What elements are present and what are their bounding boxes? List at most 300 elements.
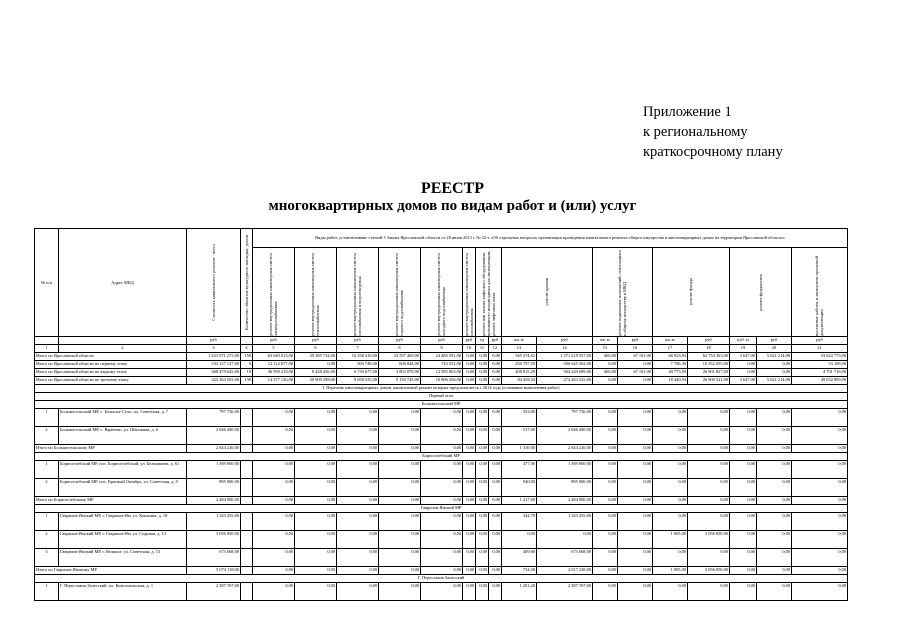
value-cell: 0,00 (688, 549, 730, 567)
value-cell: 564 249 689,00 (537, 369, 593, 377)
house-address: Борисоглебский МР, пос. Борисоглебский, ул. Бельникова, д. 61 (59, 461, 187, 479)
appendix-note (643, 102, 783, 162)
value-cell: 0,00 (421, 549, 463, 567)
value-cell: 0,00 (792, 531, 848, 549)
value-cell: 0,00 (792, 567, 848, 575)
value-cell: 0,00 (421, 513, 463, 531)
value-cell: 1 343 455,00 (187, 513, 241, 531)
value-cell: 0,00 (295, 513, 337, 531)
value-cell: 0,00 (757, 369, 792, 377)
unit-cell: руб (688, 337, 730, 345)
value-cell: 0,00 (295, 461, 337, 479)
value-cell (241, 583, 253, 601)
value-cell: 1 589 900,00 (187, 461, 241, 479)
value-cell: 0,00 (757, 513, 792, 531)
total-label: Итого по Ярославской области по второму этапу (35, 369, 187, 377)
value-cell: 0,00 (463, 427, 476, 445)
value-cell: 0,00 (792, 461, 848, 479)
column-number-cell: 19 (730, 345, 757, 353)
district-row (35, 505, 848, 513)
header-gas-drain (337, 248, 379, 337)
house-address: Г. Переславль-Залесский, пл. Комсомольская, д. 1 (59, 583, 187, 601)
value-cell: 797 736,00 (537, 409, 593, 427)
header-foundation-text: ремонт фундамента (757, 273, 763, 311)
value-cell: 66 923,83 (653, 353, 688, 361)
value-cell: 0,00 (337, 409, 379, 427)
value-cell: 0,00 (618, 567, 653, 575)
value-cell: 0,00 (253, 445, 295, 453)
value-cell: 0,00 (253, 409, 295, 427)
value-cell: 2 484 900,00 (537, 497, 593, 505)
value-cell: 344,70 (502, 513, 537, 531)
value-cell: 0,00 (757, 549, 792, 567)
value-cell: 0,00 (489, 549, 502, 567)
value-cell: 0,00 (792, 427, 848, 445)
unit-cell: руб (295, 337, 337, 345)
value-cell: 0,00 (379, 549, 421, 567)
value-cell: 3 056 850,00 (688, 567, 730, 575)
value-cell: 0,00 (792, 513, 848, 531)
unit-cell: руб (757, 337, 792, 345)
value-cell: 4 701 716,00 (792, 369, 848, 377)
value-cell: 0,00 (618, 427, 653, 445)
value-cell: 0,00 (253, 583, 295, 601)
row-number: 2 (35, 427, 59, 445)
header-hot-water-text: ремонт внутридомовых инженерных систем горячего водоснабжения (394, 253, 405, 336)
value-cell: 0,00 (476, 361, 489, 369)
value-cell: 400,00 (593, 369, 618, 377)
value-cell: 0,00 (653, 583, 688, 601)
row-number: 2 (35, 479, 59, 497)
value-cell: 0,00 (757, 497, 792, 505)
unit-cell: руб (537, 337, 593, 345)
value-cell: 0,00 (792, 497, 848, 505)
value-cell: 0,00 (463, 583, 476, 601)
value-cell: 8 448 456,00 (295, 369, 337, 377)
value-cell: 0,00 (618, 583, 653, 601)
appendix-line-1: Приложение 1 (643, 104, 732, 120)
value-cell: 0,00 (593, 409, 618, 427)
header-electricity (253, 248, 295, 337)
value-cell: 0,00 (379, 513, 421, 531)
value-cell: 477,00 (502, 461, 537, 479)
row-number: 2 (35, 531, 59, 549)
house-row (35, 513, 848, 531)
district-total-row (35, 445, 848, 453)
value-cell: 0,00 (337, 427, 379, 445)
value-cell: 2 587 767,00 (187, 583, 241, 601)
value-cell (241, 567, 253, 575)
value-cell: 0,00 (489, 377, 502, 385)
value-cell: 754,30 (502, 567, 537, 575)
value-cell: 0,00 (295, 497, 337, 505)
total-label: Итого по Ярославской области по третьему этапу (35, 377, 187, 385)
header-cold-water-text: ремонт внутридомовых инженерных систем холодного водоснабжения (436, 253, 447, 336)
value-cell: 0,00 (421, 479, 463, 497)
value-cell: 0,00 (730, 445, 757, 453)
district-title: Большесельский МР (35, 401, 848, 409)
value-cell (241, 427, 253, 445)
value-cell: 0,00 (502, 531, 537, 549)
value-cell: 0,00 (593, 361, 618, 369)
value-cell (241, 513, 253, 531)
value-cell: 0,00 (593, 461, 618, 479)
value-cell: 0,00 (653, 461, 688, 479)
value-cell: 0,00 (653, 513, 688, 531)
value-cell: 23 597 469,00 (379, 353, 421, 361)
value-cell: 0,00 (792, 549, 848, 567)
value-cell: 0,00 (593, 567, 618, 575)
column-numbers-row (35, 345, 848, 353)
house-row (35, 583, 848, 601)
value-cell: 0,00 (253, 513, 295, 531)
value-cell: 0,00 (463, 461, 476, 479)
value-cell: 1 343 455,00 (537, 513, 593, 531)
unit-cell: руб (187, 337, 241, 345)
value-cell: 2 046 490,00 (537, 427, 593, 445)
value-cell: 0,00 (337, 461, 379, 479)
value-cell: 0,00 (489, 513, 502, 531)
column-number-cell: 2 (59, 345, 187, 353)
value-cell: 0,00 (618, 445, 653, 453)
value-cell: 0,00 (489, 567, 502, 575)
value-cell: 422 364 503,00 (187, 377, 241, 385)
value-cell (241, 497, 253, 505)
value-cell: 3 647,00 (730, 353, 757, 361)
value-cell: 29 385 734,00 (295, 353, 337, 361)
unit-cell: кв. м (593, 337, 618, 345)
value-cell: 0,00 (757, 479, 792, 497)
value-cell: 2 844 226,00 (537, 445, 593, 453)
value-cell: 895 000,00 (537, 479, 593, 497)
value-cell: 0,00 (688, 427, 730, 445)
value-cell: 0,00 (730, 427, 757, 445)
value-cell: 0,00 (730, 583, 757, 601)
value-cell: 0,00 (337, 479, 379, 497)
header-design (792, 248, 848, 337)
value-cell: 0,00 (476, 377, 489, 385)
value-cell: 1 201,20 (502, 583, 537, 601)
value-cell: 0,00 (421, 583, 463, 601)
value-cell: 0,00 (476, 353, 489, 361)
stage-row (35, 393, 848, 401)
value-cell: 0,00 (688, 583, 730, 601)
value-cell: 0,00 (593, 445, 618, 453)
header-total-cost (187, 229, 241, 337)
appendix-line-2: к региональному (643, 124, 748, 140)
value-cell: 139 (241, 377, 253, 385)
row-number: 1 (35, 513, 59, 531)
district-total-label: Итого по Гаврилов-Ямскому МР (35, 567, 187, 575)
unit-cell: руб (379, 337, 421, 345)
value-cell: 49 032 909,00 (792, 377, 848, 385)
column-number-cell: 8 (379, 345, 421, 353)
column-number-cell: 1 (35, 345, 59, 353)
header-elevator-text: ремонт или замена лифтового оборудования, признанного непригодным для эксплуатации, ремонт лифтовых шахт (480, 250, 497, 336)
value-cell: 40 775,59 (653, 369, 688, 377)
header-elevator (476, 248, 502, 337)
value-cell: 0,00 (476, 461, 489, 479)
total-label: Итого по Ярославской области по первому этапу (35, 361, 187, 369)
value-cell: 1 310,00 (502, 445, 537, 453)
value-cell: 0,00 (489, 497, 502, 505)
value-cell: 549 374,62 (502, 353, 537, 361)
house-row (35, 461, 848, 479)
value-cell (241, 461, 253, 479)
value-cell: 0,00 (618, 479, 653, 497)
value-cell: 0,00 (688, 461, 730, 479)
header-roof (502, 248, 593, 337)
value-cell: 0,00 (489, 369, 502, 377)
value-cell: 14 577 126,00 (253, 377, 295, 385)
unit-cell: кв. м (502, 337, 537, 345)
value-cell: 0,00 (593, 497, 618, 505)
value-cell: 1 905,00 (653, 567, 688, 575)
value-cell: 6 730 677,00 (337, 369, 379, 377)
column-number-cell: 6 (295, 345, 337, 353)
total-row (35, 369, 848, 377)
column-number-cell: 17 (653, 345, 688, 353)
house-row (35, 479, 848, 497)
value-cell: 0,00 (476, 567, 489, 575)
value-cell: 3 056 850,00 (187, 531, 241, 549)
value-cell: 0,00 (295, 531, 337, 549)
document-title: РЕЕСТР (420, 180, 485, 197)
value-cell: 9 150 745,00 (379, 377, 421, 385)
header-num: № п/п (35, 229, 59, 337)
header-total-cost-text: Стоимость капитального ремонта - всего (210, 244, 216, 321)
value-cell: 0,00 (463, 445, 476, 453)
value-cell: 256 797,59 (502, 361, 537, 369)
value-cell: 0,00 (730, 497, 757, 505)
header-hot-water (379, 248, 421, 337)
value-cell: 0,00 (463, 353, 476, 361)
value-cell: 400,00 (593, 353, 618, 361)
column-number-cell: 7 (337, 345, 379, 353)
value-cell: 19 (241, 369, 253, 377)
value-cell: 0,00 (463, 479, 476, 497)
value-cell: 208 815,29 (502, 369, 537, 377)
value-cell: 7 706,30 (653, 361, 688, 369)
value-cell: 26 901 827,00 (688, 369, 730, 377)
value-cell: 0,00 (593, 549, 618, 567)
value-cell: 10 352 055,00 (688, 361, 730, 369)
value-cell: 940,00 (502, 479, 537, 497)
value-cell: 797 736,00 (187, 409, 241, 427)
column-number-cell: 15 (593, 345, 618, 353)
value-cell: 0,00 (295, 567, 337, 575)
value-cell: 24 485 591,00 (421, 353, 463, 361)
header-design-text: проектные работы и экспертиза проектной документации (814, 256, 825, 336)
value-cell: 3 647,00 (730, 377, 757, 385)
value-cell: 0,00 (337, 549, 379, 567)
value-cell: 353,00 (502, 409, 537, 427)
value-cell: 36 959 210,00 (253, 369, 295, 377)
total-row (35, 361, 848, 369)
value-cell: 0,00 (730, 461, 757, 479)
value-cell: 0,00 (463, 369, 476, 377)
value-cell: 673 668,00 (537, 549, 593, 567)
value-cell: 12 112 677,00 (253, 361, 295, 369)
value-cell: 1 589 900,00 (537, 461, 593, 479)
value-cell: 533 127 127,00 (187, 361, 241, 369)
value-cell: 0,00 (379, 567, 421, 575)
unit-cell: руб (253, 337, 295, 345)
value-cell: 0,00 (688, 445, 730, 453)
header-cold-water (421, 248, 463, 337)
value-cell: 0,00 (792, 445, 848, 453)
section-row (35, 385, 848, 393)
document-subtitle: многоквартирных домов по видам работ и (или) услуг (268, 198, 637, 214)
row-number: 1 (35, 409, 59, 427)
value-cell: 0,00 (757, 461, 792, 479)
value-cell: 0,00 (730, 361, 757, 369)
value-cell: 26 900 521,00 (688, 377, 730, 385)
value-cell: 1 417,00 (502, 497, 537, 505)
header-basement (593, 248, 653, 337)
value-cell (241, 549, 253, 567)
value-cell: 743 552,00 (421, 361, 463, 369)
value-cell: 0,00 (730, 369, 757, 377)
value-cell: 1 905,00 (653, 531, 688, 549)
district-total-label: Итого по Большесельскому МР (35, 445, 187, 453)
value-cell: 0,00 (593, 377, 618, 385)
header-roof-text: ремонт крыши (544, 278, 550, 306)
value-cell: 0,00 (653, 549, 688, 567)
value-cell: 0,00 (463, 497, 476, 505)
value-cell: 0,00 (593, 531, 618, 549)
value-cell: 0,00 (730, 549, 757, 567)
value-cell: 0,00 (730, 409, 757, 427)
value-cell: 409,60 (502, 549, 537, 567)
value-cell: 0,00 (463, 531, 476, 549)
column-number-cell: 14 (537, 345, 593, 353)
value-cell: 0,00 (489, 353, 502, 361)
house-row (35, 409, 848, 427)
header-foundation (730, 248, 792, 337)
value-cell: 0,00 (593, 427, 618, 445)
unit-cell: руб (337, 337, 379, 345)
value-cell: 0,00 (337, 583, 379, 601)
column-number-cell: 3 (187, 345, 241, 353)
column-number-cell: 4 (241, 345, 253, 353)
header-gas-text: ремонт внутридомовых инженерных систем газоснабжения (464, 253, 475, 336)
value-cell: 16 358 410,00 (337, 353, 379, 361)
value-cell: 53 022 775,00 (792, 353, 848, 361)
value-cell: 0,00 (337, 445, 379, 453)
unit-cell: руб (489, 337, 502, 345)
value-cell: 0,00 (463, 409, 476, 427)
value-cell: 0,00 (421, 427, 463, 445)
header-gas-drain-text: ремонт внутридомовых инженерных систем газоснабжения и водоотведения (352, 253, 363, 336)
district-row (35, 401, 848, 409)
value-cell: 0,00 (476, 513, 489, 531)
row-number: 1 (35, 461, 59, 479)
value-cell: 0,00 (593, 479, 618, 497)
value-cell: 5 621 214,00 (757, 353, 792, 361)
value-cell: 0,00 (476, 531, 489, 549)
registry-table (34, 228, 848, 601)
district-title: Гаврилов-Ямский МР (35, 505, 848, 513)
value-cell: 895 000,00 (187, 479, 241, 497)
header-electricity-text: ремонт внутридомовых инженерных систем электроснабжения (268, 253, 279, 336)
header-objects (241, 229, 253, 337)
value-cell: 0,00 (421, 445, 463, 453)
value-cell: 0,00 (253, 461, 295, 479)
value-cell: 0 (241, 361, 253, 369)
value-cell: 0,00 (489, 427, 502, 445)
value-cell: 0,00 (489, 361, 502, 369)
column-number-cell: 9 (421, 345, 463, 353)
value-cell: 0,00 (379, 583, 421, 601)
row-number: 1 (35, 583, 59, 601)
value-cell: 0,00 (295, 409, 337, 427)
header-facade (653, 248, 730, 337)
value-cell: 0,00 (476, 549, 489, 567)
value-cell: 0,00 (379, 445, 421, 453)
district-title: Борисоглебский МР (35, 453, 848, 461)
value-cell (241, 409, 253, 427)
value-cell: 0,00 (757, 361, 792, 369)
value-cell: 274 263 525,00 (537, 377, 593, 385)
stage-title: Первый этап (35, 393, 848, 401)
value-cell: 0,00 (489, 461, 502, 479)
value-cell (241, 479, 253, 497)
house-row (35, 427, 848, 445)
value-cell: 53 108,00 (792, 361, 848, 369)
value-cell: 0,00 (730, 513, 757, 531)
value-cell: 0,00 (463, 513, 476, 531)
value-cell: 0,00 (757, 445, 792, 453)
value-cell: 0,00 (337, 567, 379, 575)
unit-cell: руб (421, 337, 463, 345)
value-cell: 0,00 (295, 479, 337, 497)
total-label: Итого по Ярославской области (35, 353, 187, 361)
value-cell: 0,00 (792, 409, 848, 427)
unit-cell: руб (792, 337, 848, 345)
value-cell: 3 803 870,00 (379, 369, 421, 377)
value-cell: 0,00 (295, 361, 337, 369)
header-heating (295, 248, 337, 337)
house-address: Гаврилов-Ямский МР, г. Великое, ул. Советская, д. 15 (59, 549, 187, 567)
value-cell: 0,00 (792, 479, 848, 497)
value-cell: 0,00 (337, 513, 379, 531)
district-total-row (35, 497, 848, 505)
value-cell: 0,00 (379, 479, 421, 497)
district-total-label: Итого по Борисоглебскому МР (35, 497, 187, 505)
value-cell: 0,00 (379, 531, 421, 549)
value-cell: 63 649 013,00 (253, 353, 295, 361)
value-cell: 0,00 (476, 445, 489, 453)
value-cell: 569 748,00 (337, 361, 379, 369)
value-cell: 1 371 218 557,00 (537, 353, 593, 361)
value-cell: 0,00 (688, 513, 730, 531)
value-cell: 0,00 (421, 409, 463, 427)
value-cell: 9 058 535,00 (337, 377, 379, 385)
value-cell: 0,00 (253, 567, 295, 575)
value-cell: 668 479 645,00 (187, 369, 241, 377)
value-cell: 0,00 (476, 369, 489, 377)
header-heating-text: ремонт внутридомовых инженерных систем теплоснабжения (310, 253, 321, 336)
value-cell (241, 531, 253, 549)
value-cell: 0,00 (757, 531, 792, 549)
value-cell: 5 621 214,00 (757, 377, 792, 385)
house-address: Большесельский МР, с. Варегово, ул. Школьная, д. 6 (59, 427, 187, 445)
value-cell: 0,00 (653, 427, 688, 445)
appendix-line-3: краткосрочному плану (643, 144, 783, 160)
value-cell: 0,00 (253, 531, 295, 549)
unit-cell: руб (618, 337, 653, 345)
